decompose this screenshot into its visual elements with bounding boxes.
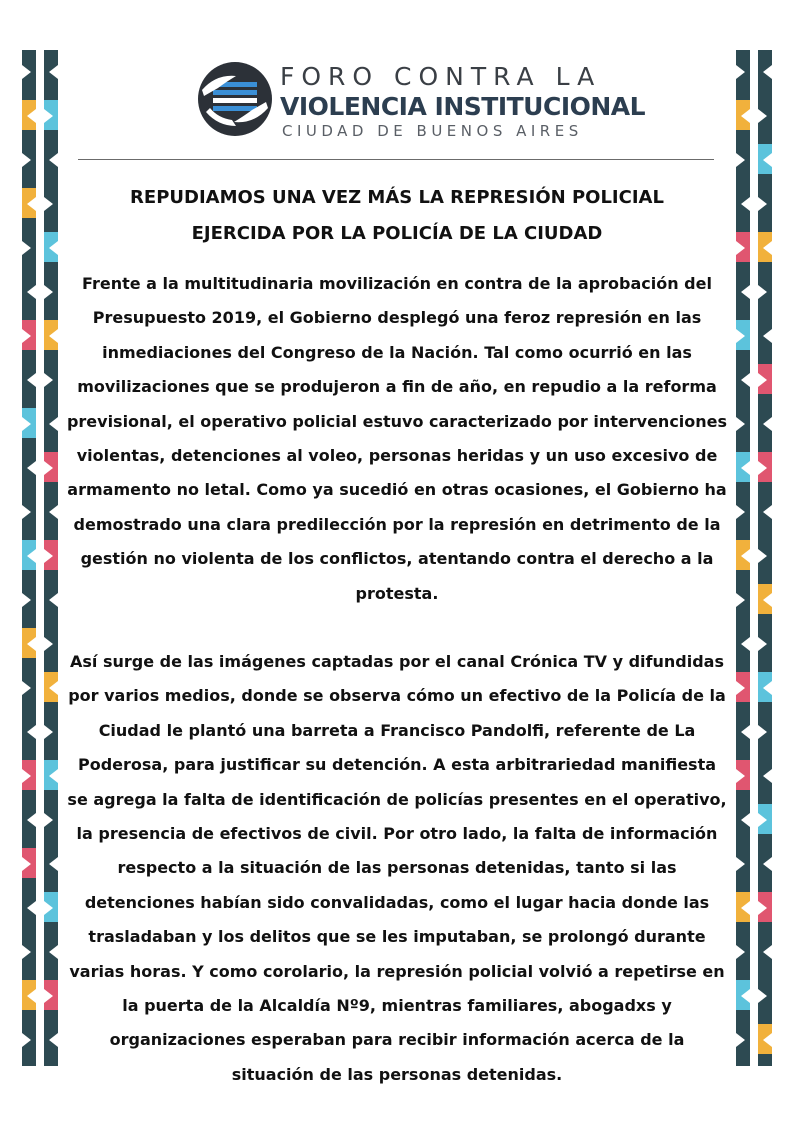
organization-logo — [180, 50, 646, 150]
title-line1: REPUDIAMOS UNA VEZ MÁS LA REPRESIÓN POLICIAL — [130, 187, 664, 208]
border-pattern-left — [22, 50, 58, 1066]
logo-title-line2: VIOLENCIA INSTITUCIONAL — [280, 92, 646, 121]
border-pattern-right — [736, 50, 772, 1066]
document-title — [90, 180, 704, 252]
decorative-border-left — [22, 50, 58, 1066]
body-paragraph-1: Frente a la multitudinaria movilización en contra de la aprobación del Presupuesto 2019, el Gobierno desplegó una feroz represión en las inmediaciones del Congreso de la Nación. Tal como ocurrió en las movilizaciones que se produjeron a fin de año, en repudio a la reforma previsional, el operativo policial estuvo caracterizado por intervenciones violentas, detenciones al voleo, personas heridas y un uso excesivo de armamento no letal. Como ya sucedió en otras ocasiones, el Gobierno ha demostrado una clara predilección por la represión en detrimento de la gestión no violenta de los conflictos, atentando contra el derecho a la protesta. — [66, 274, 728, 603]
hands-holding-globe-icon — [196, 60, 274, 138]
decorative-border-right — [736, 50, 772, 1066]
header-divider — [78, 159, 714, 160]
logo-title-line1: FORO CONTRA LA — [280, 62, 602, 91]
title-line2: EJERCIDA POR LA POLICÍA DE LA CIUDAD — [191, 223, 603, 244]
logo-subtitle: CIUDAD DE BUENOS AIRES — [282, 122, 583, 140]
body-paragraph-2: Así surge de las imágenes captadas por el canal Crónica TV y difundidas por varios medios, donde se observa cómo un efectivo de la Policía de la Ciudad le plantó una barreta a Francisco Pandolfi, referente de La Poderosa, para justificar su detención. A esta arbitrariedad manifiesta se agrega la falta de identificación de policías presentes en el operativo, la presencia de efectivos de civil. Por otro lado, la falta de información respecto a la situación de las personas detenidas, tanto si las detenciones habían sido convalidadas, como el lugar hacia donde las trasladaban y los delitos que se les imputaban, se prolongó durante varias horas. Y como corolario, la represión policial volvió a repetirse en la puerta de la Alcaldía Nº9, mientras familiares, abogadxs y organizaciones esperaban para recibir información acerca de la situación de las personas detenidas. — [67, 652, 727, 1084]
